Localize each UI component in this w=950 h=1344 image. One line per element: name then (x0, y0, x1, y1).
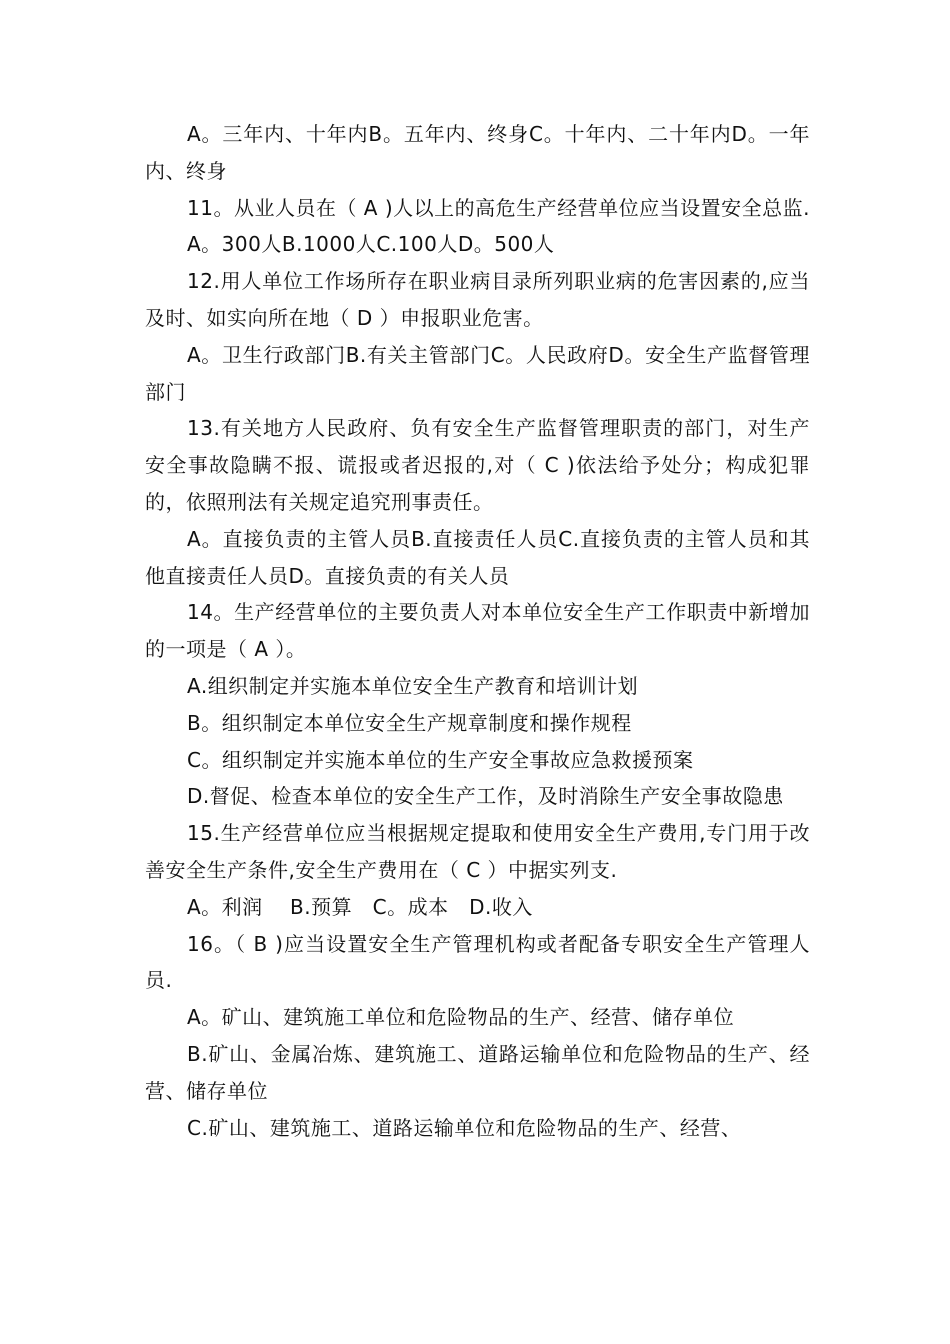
paragraph-q14-option-d: D.督促、检查本单位的安全生产工作，及时消除生产安全事故隐患 (187, 784, 784, 809)
paragraph-q16: 16。（ B )应当设置安全生产管理机构或者配备专职安全生产管理人员. (145, 931, 810, 993)
paragraph-q16-option-c: C.矿山、建筑施工、道路运输单位和危险物品的生产、经营、 (187, 1115, 742, 1140)
paragraph-q12-options: A。卫生行政部门B.有关主管部门C。人民政府D。安全生产监督管理部门 (145, 342, 810, 404)
paragraph-q13-options: A。直接负责的主管人员B.直接责任人员C.直接负责的主管人员和其他直接责任人员D。直接负责的有关人员 (145, 526, 810, 588)
paragraph-q14: 14。生产经营单位的主要负责人对本单位安全生产工作职责中新增加的一项是（ A ）。 (145, 600, 810, 662)
paragraph-q12: 12.用人单位工作场所存在职业病目录所列职业病的危害因素的,应当及时、如实向所在地（ D ）申报职业危害。 (145, 269, 810, 330)
paragraph-q16-option-a: A。矿山、建筑施工单位和危险物品的生产、经营、储存单位 (187, 1005, 735, 1030)
paragraph-q10-options: A。三年内、十年内B。五年内、终身C。十年内、二十年内D。一年内、终身 (145, 122, 810, 183)
paragraph-q13: 13.有关地方人民政府、负有安全生产监督管理职责的部门，对生产安全事故隐瞒不报、谎报或者迟报的,对（ C )依法给予处分；构成犯罪的，依照刑法有关规定追究刑事责任。 (145, 416, 810, 514)
paragraph-q11: 11。从业人员在（ A )人以上的高危生产经营单位应当设置安全总监. (187, 195, 811, 220)
paragraph-q15-options: A。利润 B.预算 C。成本 D.收入 (187, 894, 533, 919)
paragraph-q14-option-a: A.组织制定并实施本单位安全生产教育和培训计划 (187, 673, 639, 698)
paragraph-q14-option-c: C。组织制定并实施本单位的生产安全事故应急救援预案 (187, 747, 694, 772)
paragraph-q11-options: A。300人B.1000人C.100人D。500人 (187, 232, 555, 257)
paragraph-q15: 15.生产经营单位应当根据规定提取和使用安全生产费用,专门用于改善安全生产条件,安全生产费用在（ C ）中据实列支. (145, 821, 810, 882)
document-body (145, 116, 810, 1146)
paragraph-q16-option-b: B.矿山、金属冶炼、建筑施工、道路运输单位和危险物品的生产、经营、储存单位 (145, 1041, 810, 1103)
paragraph-q14-option-b: B。组织制定本单位安全生产规章制度和操作规程 (187, 710, 632, 735)
